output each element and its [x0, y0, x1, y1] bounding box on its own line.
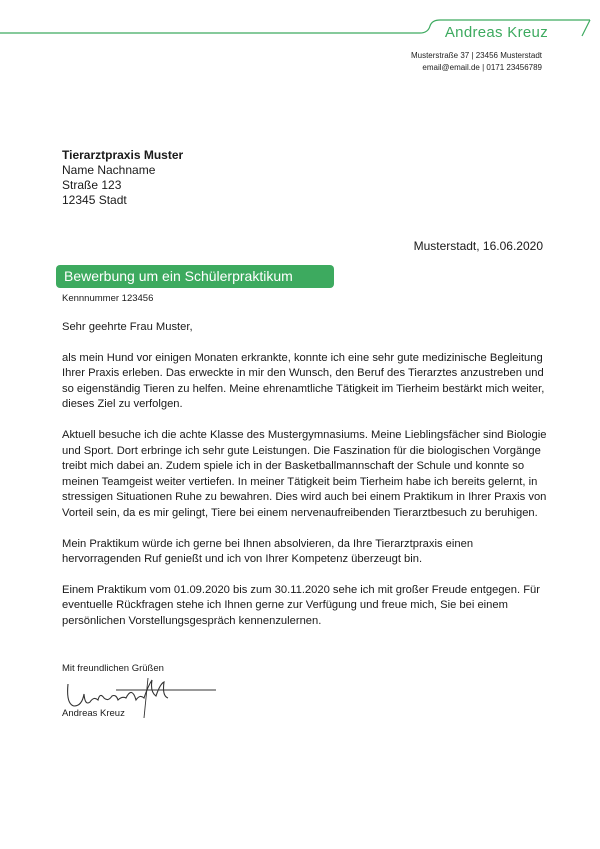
- recipient-city: 12345 Stadt: [62, 193, 127, 207]
- sender-contact: email@email.de | 0171 23456789: [422, 63, 542, 72]
- paragraph: als mein Hund vor einigen Monaten erkrankte, konnte ich eine sehr gute medizinische Begleitung Ihrer Praxis erleben. Das erweckte in mir den Wunsch, den Beruf des Tierarztes anzustreben und so eigenständig Tieren zu helfen. Meine ehrenamtliche Tätigkeit im Tierheim bestärkt mich weiter, dieses Ziel zu verfolgen.: [62, 351, 545, 411]
- recipient-company: Tierarztpraxis Muster: [62, 148, 184, 162]
- letter-body: [62, 320, 548, 645]
- recipient-person: Name Nachname: [62, 163, 156, 177]
- paragraph: Einem Praktikum vom 01.09.2020 bis zum 30.11.2020 sehe ich mit großer Freude entgegen. Für eventuelle Rückfragen stehe ich Ihnen gerne zur Verfügung und freue mich, Sie bei einem persönlichen Vorstellungsgespräch kennenzulernen.: [62, 583, 540, 627]
- signer-name: Andreas Kreuz: [62, 708, 125, 719]
- paragraph: Aktuell besuche ich die achte Klasse des Mustergymnasiums. Meine Lieblingsfächer sind Biologie und Sport. Dort erbringe ich sehr gute Leistungen. Die Faszination für die biologischen Vorgänge treibt mich dabei an. Zudem spiele ich in der Basketballmannschaft der Schule und konnte so meinen Teamgeist weiter vertiefen. In meiner Tätigkeit beim Tierheim habe ich bereits gelernt, in stressigen Situationen Ruhe zu bewahren. Dies wird auch bei einem Praktikum in Ihrer Praxis von Vorteil sein, da es mir gelingt, Tiere bei einem nervenaufreibenden Tierarztbesuch zu beruhigen.: [62, 428, 547, 519]
- closing: Mit freundlichen Grüßen: [62, 663, 164, 674]
- recipient-street: Straße 123: [62, 178, 122, 192]
- subject-banner: Bewerbung um ein Schülerpraktikum: [56, 265, 334, 288]
- letter-date: Musterstadt, 16.06.2020: [413, 239, 543, 253]
- sender-address: Musterstraße 37 | 23456 Musterstadt: [410, 51, 542, 60]
- sender-name: Andreas Kreuz: [444, 24, 548, 41]
- recipient-block: [62, 148, 183, 208]
- salutation: Sehr geehrte Frau Muster,: [62, 321, 193, 333]
- reference-number: Kennnummer 123456: [62, 293, 154, 304]
- paragraph: Mein Praktikum würde ich gerne bei Ihnen absolvieren, da Ihre Tierarztpraxis einen hervorragenden Ruf genießt und ich von Ihrer Kompetenz überzeugt bin.: [62, 537, 474, 566]
